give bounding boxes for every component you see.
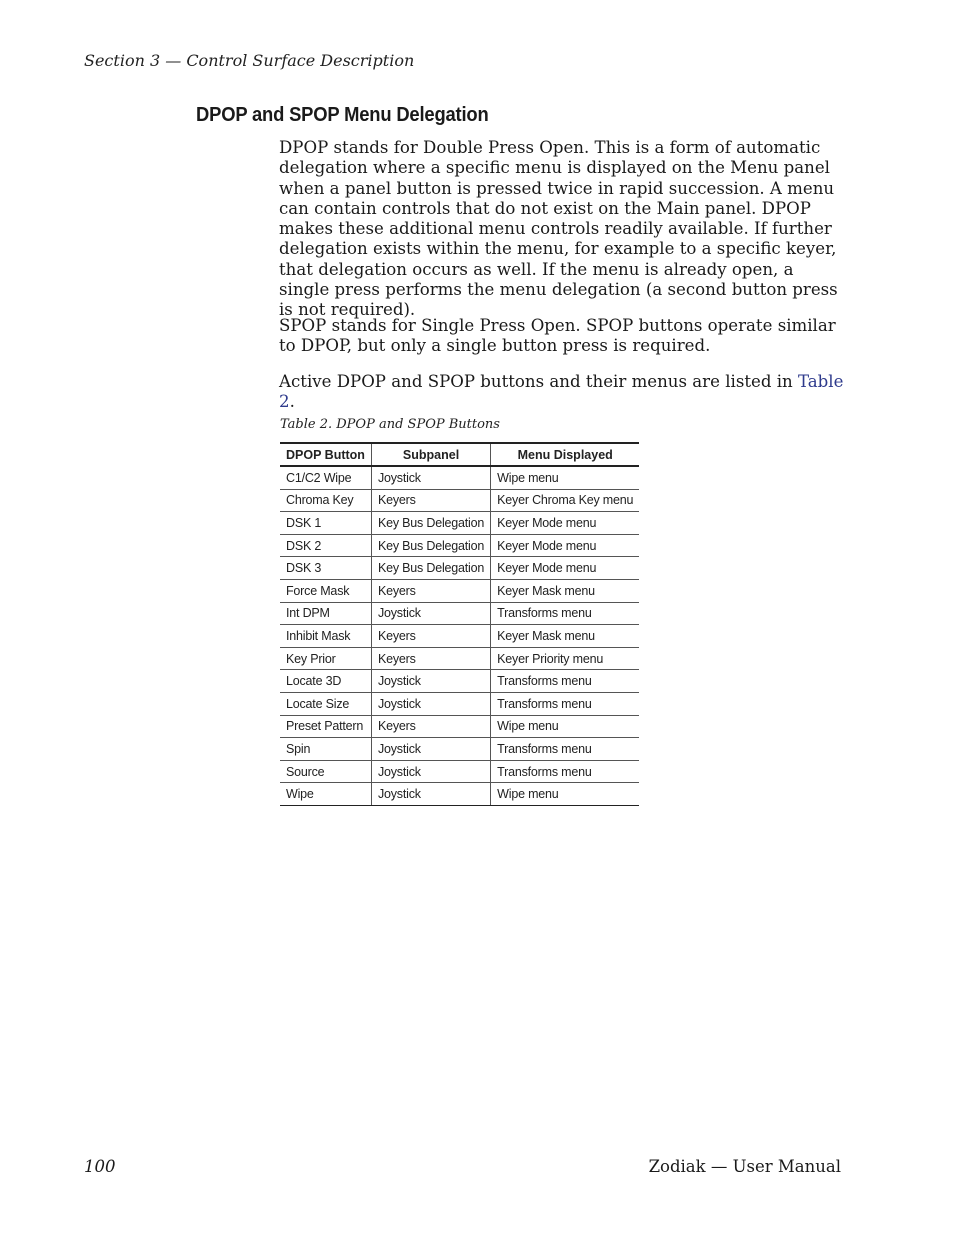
paragraph-suffix: . xyxy=(289,392,295,412)
table-row xyxy=(280,670,639,693)
cell-menu-displayed: Transforms menu xyxy=(491,738,640,761)
paragraph-text: SPOP stands for Single Press Open. SPOP buttons operate similar to DPOP, but only a single button press is required. xyxy=(279,316,836,356)
cell-menu-displayed: Transforms menu xyxy=(491,670,640,693)
cell-menu-displayed: Keyer Chroma Key menu xyxy=(491,489,640,512)
table-row xyxy=(280,625,639,648)
cell-menu-displayed: Transforms menu xyxy=(491,602,640,625)
cell-subpanel: Keyers xyxy=(371,489,490,512)
cell-subpanel: Keyers xyxy=(371,715,490,738)
cell-dpop-button: Force Mask xyxy=(280,579,371,602)
cell-dpop-button: Locate Size xyxy=(280,692,371,715)
cell-dpop-button: Preset Pattern xyxy=(280,715,371,738)
cell-subpanel: Keyers xyxy=(371,579,490,602)
cell-dpop-button: Chroma Key xyxy=(280,489,371,512)
column-header-subpanel: Subpanel xyxy=(371,443,490,466)
body-paragraph-1 xyxy=(279,138,844,321)
cell-subpanel: Key Bus Delegation xyxy=(371,512,490,535)
table-row xyxy=(280,579,639,602)
paragraph-text: DPOP stands for Double Press Open. This is a form of automatic delegation where a specific menu is displayed on the Menu panel when a panel button is pressed twice in rapid succession. A menu can contain controls that do not exist on the Main panel. DPOP makes these additional menu controls readily available. If further delegation exists within the menu, for example to a specific keyer, that delegation occurs as well. If the menu is already open, a single press performs the menu delegation (a second button press is not required). xyxy=(279,138,838,320)
cell-menu-displayed: Keyer Mode menu xyxy=(491,557,640,580)
page-number: 100 xyxy=(84,1157,116,1176)
table-row xyxy=(280,489,639,512)
table-2-link[interactable]: Table 2 xyxy=(279,372,844,412)
table-row xyxy=(280,715,639,738)
cell-menu-displayed: Keyer Mode menu xyxy=(491,512,640,535)
cell-menu-displayed: Wipe menu xyxy=(491,783,640,806)
body-paragraph-3 xyxy=(279,372,844,413)
cell-subpanel: Joystick xyxy=(371,760,490,783)
table-body xyxy=(280,466,639,805)
cell-menu-displayed: Keyer Mask menu xyxy=(491,579,640,602)
cell-menu-displayed: Transforms menu xyxy=(491,760,640,783)
table-row xyxy=(280,466,639,489)
section-title: DPOP and SPOP Menu Delegation xyxy=(196,104,489,126)
cell-subpanel: Joystick xyxy=(371,670,490,693)
table-row xyxy=(280,534,639,557)
cell-dpop-button: Inhibit Mask xyxy=(280,625,371,648)
cell-menu-displayed: Wipe menu xyxy=(491,715,640,738)
table-row xyxy=(280,760,639,783)
column-header-dpop-button: DPOP Button xyxy=(280,443,371,466)
cell-subpanel: Joystick xyxy=(371,692,490,715)
cell-dpop-button: Locate 3D xyxy=(280,670,371,693)
cell-subpanel: Joystick xyxy=(371,466,490,489)
table-row xyxy=(280,783,639,806)
body-paragraph-2 xyxy=(279,316,844,357)
cell-subpanel: Key Bus Delegation xyxy=(371,534,490,557)
cell-dpop-button: Source xyxy=(280,760,371,783)
cell-subpanel: Joystick xyxy=(371,738,490,761)
dpop-spop-table xyxy=(280,442,639,806)
cell-subpanel: Keyers xyxy=(371,625,490,648)
cell-dpop-button: Wipe xyxy=(280,783,371,806)
table-row xyxy=(280,557,639,580)
cell-menu-displayed: Transforms menu xyxy=(491,692,640,715)
cell-dpop-button: C1/C2 Wipe xyxy=(280,466,371,489)
running-head: Section 3 — Control Surface Description xyxy=(84,51,415,70)
paragraph-prefix: Active DPOP and SPOP buttons and their menus are listed in xyxy=(279,372,798,391)
cell-menu-displayed: Keyer Mask menu xyxy=(491,625,640,648)
cell-subpanel: Keyers xyxy=(371,647,490,670)
cell-menu-displayed: Keyer Priority menu xyxy=(491,647,640,670)
table-row xyxy=(280,512,639,535)
cell-dpop-button: Spin xyxy=(280,738,371,761)
footer-title: Zodiak — User Manual xyxy=(648,1157,841,1176)
table-row xyxy=(280,738,639,761)
table-row xyxy=(280,647,639,670)
cell-dpop-button: Key Prior xyxy=(280,647,371,670)
column-header-menu-displayed: Menu Displayed xyxy=(491,443,640,466)
cell-dpop-button: DSK 2 xyxy=(280,534,371,557)
cell-dpop-button: DSK 1 xyxy=(280,512,371,535)
cell-menu-displayed: Wipe menu xyxy=(491,466,640,489)
table-row xyxy=(280,692,639,715)
table-row xyxy=(280,602,639,625)
cell-menu-displayed: Keyer Mode menu xyxy=(491,534,640,557)
cell-subpanel: Joystick xyxy=(371,783,490,806)
cell-subpanel: Joystick xyxy=(371,602,490,625)
table-caption: Table 2. DPOP and SPOP Buttons xyxy=(280,417,500,432)
table-header-row xyxy=(280,443,639,466)
cell-dpop-button: Int DPM xyxy=(280,602,371,625)
cell-subpanel: Key Bus Delegation xyxy=(371,557,490,580)
paragraph-text xyxy=(279,372,844,413)
cell-dpop-button: DSK 3 xyxy=(280,557,371,580)
